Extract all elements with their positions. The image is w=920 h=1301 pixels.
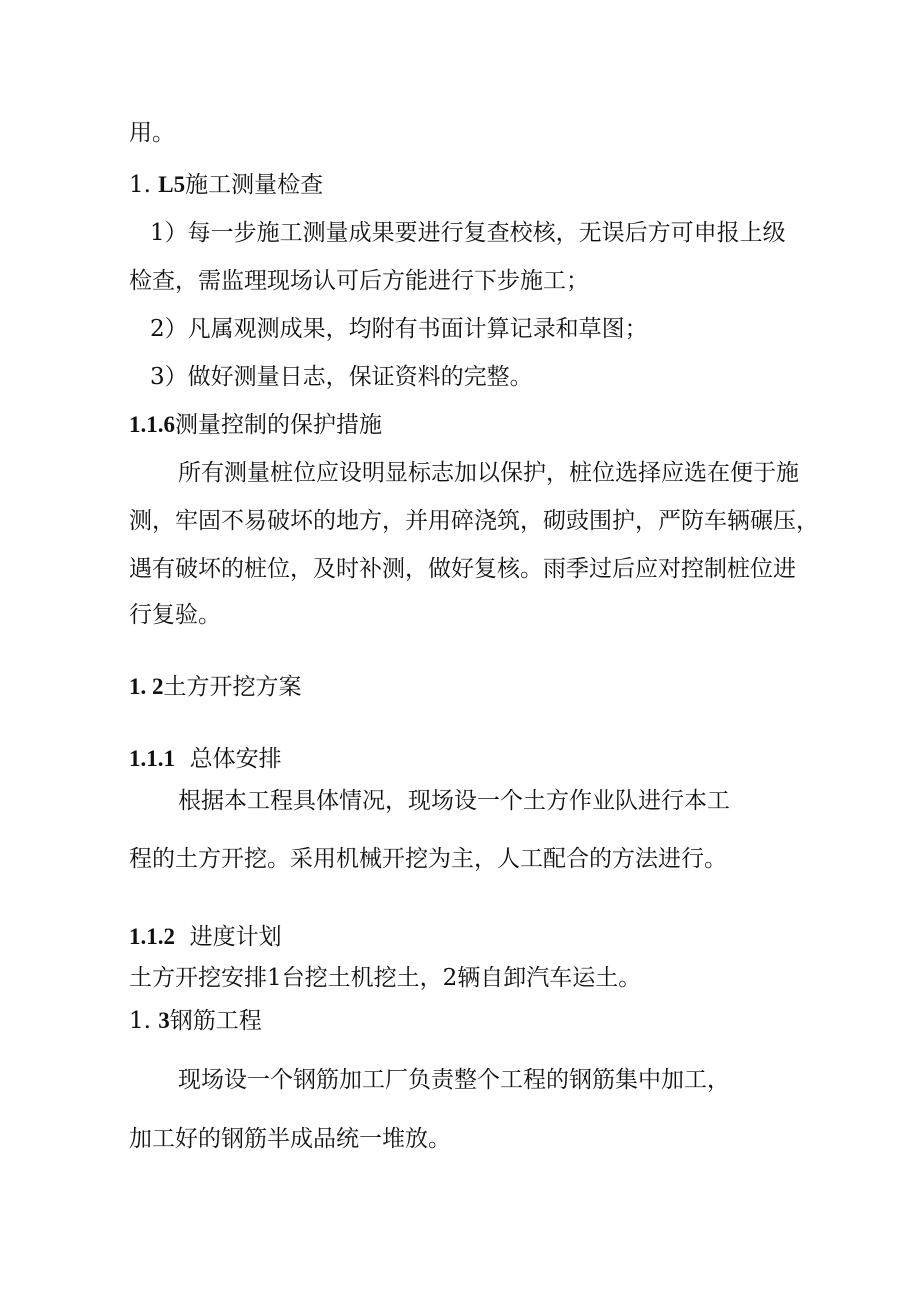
paragraph-line: 程的土方开挖。采用机械开挖为主，人工配合的方法进行。 bbox=[129, 846, 727, 872]
section-heading: 1. L5施工测量检查 bbox=[129, 172, 324, 198]
list-item: 3）做好测量日志，保证资料的完整。 bbox=[150, 364, 533, 390]
list-item-continuation: 检查，需监理现场认可后方能进行下步施工； bbox=[129, 268, 589, 294]
paragraph-line: 测，牢固不易破坏的地方，并用碎浇筑，砌豉围护，严防车辆碾压， bbox=[129, 508, 819, 534]
paragraph-line: 所有测量桩位应设明显标志加以保护，桩位选择应选在便于施 bbox=[178, 460, 799, 486]
section-heading: 1.1.2 进度计划 bbox=[129, 924, 282, 950]
paragraph-line: 土方开挖安排1台挖土机挖土，2辆自卸汽车运土。 bbox=[129, 965, 642, 991]
paragraph-line: 加工好的钢筋半成品统一堆放。 bbox=[129, 1126, 451, 1152]
paragraph-line: 根据本工程具体情况，现场设一个土方作业队进行本工 bbox=[178, 788, 730, 814]
list-item: 2）凡属观测成果，均附有书面计算记录和草图； bbox=[150, 316, 648, 342]
section-heading: 1.1.6测量控制的保护措施 bbox=[129, 412, 382, 438]
text-line: 用。 bbox=[129, 120, 175, 146]
section-heading: 1.1.1 总体安排 bbox=[129, 746, 282, 772]
paragraph-line: 现场设一个钢筋加工厂负责整个工程的钢筋集中加工， bbox=[178, 1067, 730, 1093]
section-heading: 1. 2土方开挖方案 bbox=[129, 674, 302, 700]
paragraph-line: 遇有破坏的桩位，及时补测，做好复核。雨季过后应对控制桩位进 bbox=[129, 556, 796, 582]
section-heading: 1. 3钢筋工程 bbox=[129, 1008, 262, 1034]
paragraph-line: 行复验。 bbox=[129, 602, 221, 628]
list-item: 1）每一步施工测量成果要进行复查校核，无误后方可申报上级 bbox=[150, 220, 786, 246]
